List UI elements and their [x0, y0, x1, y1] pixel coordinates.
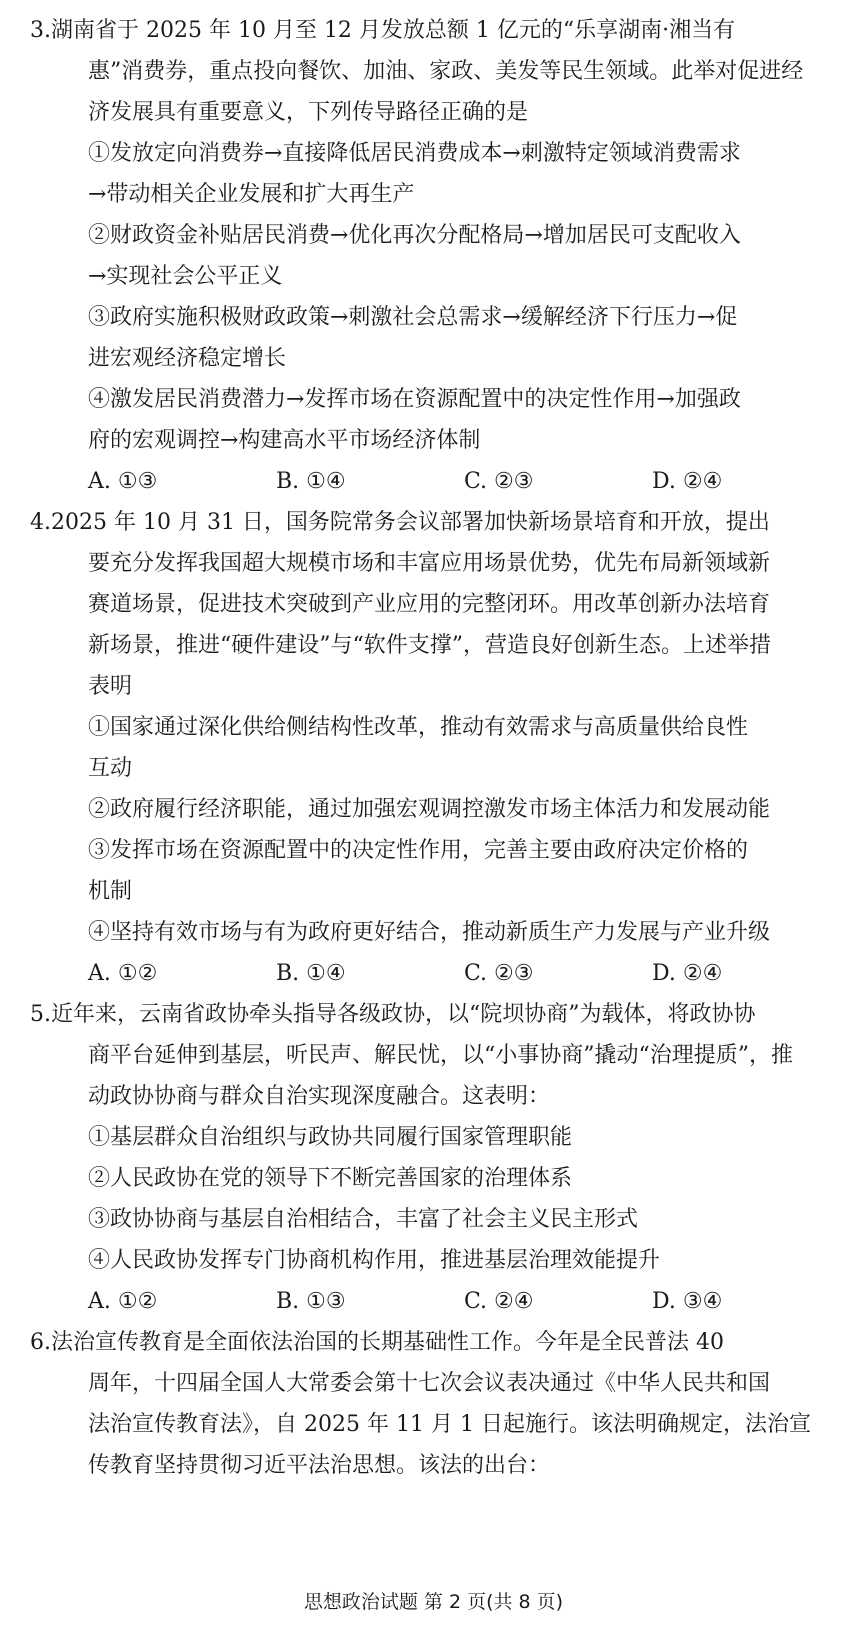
question-stem-line: 周年，十四届全国人大常委会第十七次会议表决通过《中华人民共和国 — [88, 1371, 771, 1396]
answer-choice[interactable]: A. ①② — [88, 961, 158, 986]
answer-choices — [30, 953, 840, 994]
question-stem-line: 济发展具有重要意义，下列传导路径正确的是 — [88, 100, 529, 125]
statement-option-line: ①国家通过深化供给侧结构性改革，推动有效需求与高质量供给良性 — [88, 715, 749, 740]
question-stem-line: 表明 — [88, 674, 133, 699]
statement-option-line: ①发放定向消费券→直接降低居民消费成本→刺激特定领域消费需求 — [88, 141, 741, 166]
question-stem-line: 新场景，推进“硬件建设”与“软件支撑”，营造良好创新生态。上述举措 — [88, 633, 771, 658]
statement-option-line: ④人民政协发挥专门协商机构作用，推进基层治理效能提升 — [88, 1248, 661, 1273]
answer-choice[interactable]: B. ①④ — [276, 469, 346, 494]
statement-option-line: ③政府实施积极财政政策→刺激社会总需求→缓解经济下行压力→促 — [88, 305, 738, 330]
question-5 — [30, 994, 840, 1322]
statement-option-line: →带动相关企业发展和扩大再生产 — [88, 182, 415, 207]
statement-option-line: ③政协协商与基层自治相结合，丰富了社会主义民主形式 — [88, 1207, 639, 1232]
answer-choice[interactable]: B. ①④ — [276, 961, 346, 986]
answer-choice[interactable]: C. ②③ — [464, 469, 534, 494]
question-stem-line: 赛道场景，促进技术突破到产业应用的完整闭环。用改革创新办法培育 — [88, 592, 771, 617]
question-4 — [30, 502, 840, 994]
question-stem-line: 6.法治宣传教育是全面依法治国的长期基础性工作。今年是全民普法 40 — [30, 1330, 724, 1355]
question-stem-line: 法治宣传教育法》，自 2025 年 11 月 1 日起施行。该法明确规定，法治宣 — [88, 1412, 811, 1437]
answer-choices — [30, 1281, 840, 1322]
question-stem-line: 传教育坚持贯彻习近平法治思想。该法的出台： — [88, 1453, 551, 1478]
statement-option-line: 府的宏观调控→构建高水平市场经济体制 — [88, 428, 481, 453]
answer-choice[interactable]: B. ①③ — [276, 1289, 346, 1314]
question-3 — [30, 10, 840, 502]
question-stem-line: 惠”消费券，重点投向餐饮、加油、家政、美发等民生领域。此举对促进经 — [88, 59, 804, 84]
answer-choice[interactable]: C. ②④ — [464, 1289, 534, 1314]
question-stem-line: 5.近年来，云南省政协牵头指导各级政协，以“院坝协商”为载体，将政协协 — [30, 1002, 756, 1027]
statement-option-line: →实现社会公平正义 — [88, 264, 283, 289]
statement-option-line: 互动 — [88, 756, 133, 781]
question-stem-line: 动政协协商与群众自治实现深度融合。这表明： — [88, 1084, 551, 1109]
answer-choices — [30, 461, 840, 502]
statement-option-line: 进宏观经济稳定增长 — [88, 346, 287, 371]
statement-option-line: ④激发居民消费潜力→发挥市场在资源配置中的决定性作用→加强政 — [88, 387, 741, 412]
question-list — [30, 10, 840, 1486]
answer-choice[interactable]: A. ①③ — [88, 469, 158, 494]
question-stem-line: 要充分发挥我国超大规模市场和丰富应用场景优势，优先布局新领域新 — [88, 551, 771, 576]
answer-choice[interactable]: D. ③④ — [652, 1289, 723, 1314]
answer-choice[interactable]: C. ②③ — [464, 961, 534, 986]
statement-option-line: ②人民政协在党的领导下不断完善国家的治理体系 — [88, 1166, 573, 1191]
statement-option-line: ②财政资金补贴居民消费→优化再次分配格局→增加居民可支配收入 — [88, 223, 741, 248]
answer-choice[interactable]: D. ②④ — [652, 469, 723, 494]
statement-option-line: 机制 — [88, 879, 133, 904]
question-6 — [30, 1322, 840, 1486]
statement-option-line: ③发挥市场在资源配置中的决定性作用，完善主要由政府决定价格的 — [88, 838, 749, 863]
statement-option-line: ①基层群众自治组织与政协共同履行国家管理职能 — [88, 1125, 573, 1150]
statement-option-line: ②政府履行经济职能，通过加强宏观调控激发市场主体活力和发展动能 — [88, 797, 771, 822]
answer-choice[interactable]: D. ②④ — [652, 961, 723, 986]
question-stem-line: 商平台延伸到基层，听民声、解民忧，以“小事协商”撬动“治理提质”，推 — [88, 1043, 793, 1068]
question-stem-line: 4.2025 年 10 月 31 日，国务院常务会议部署加快新场景培育和开放，提出 — [30, 510, 770, 535]
statement-option-line: ④坚持有效市场与有为政府更好结合，推动新质生产力发展与产业升级 — [88, 920, 771, 945]
answer-choice[interactable]: A. ①② — [88, 1289, 158, 1314]
question-stem-line: 3.湖南省于 2025 年 10 月至 12 月发放总额 1 亿元的“乐享湖南·湘当有 — [30, 18, 736, 43]
page-footer: 思想政治试题 第 2 页(共 8 页) — [303, 1591, 564, 1613]
